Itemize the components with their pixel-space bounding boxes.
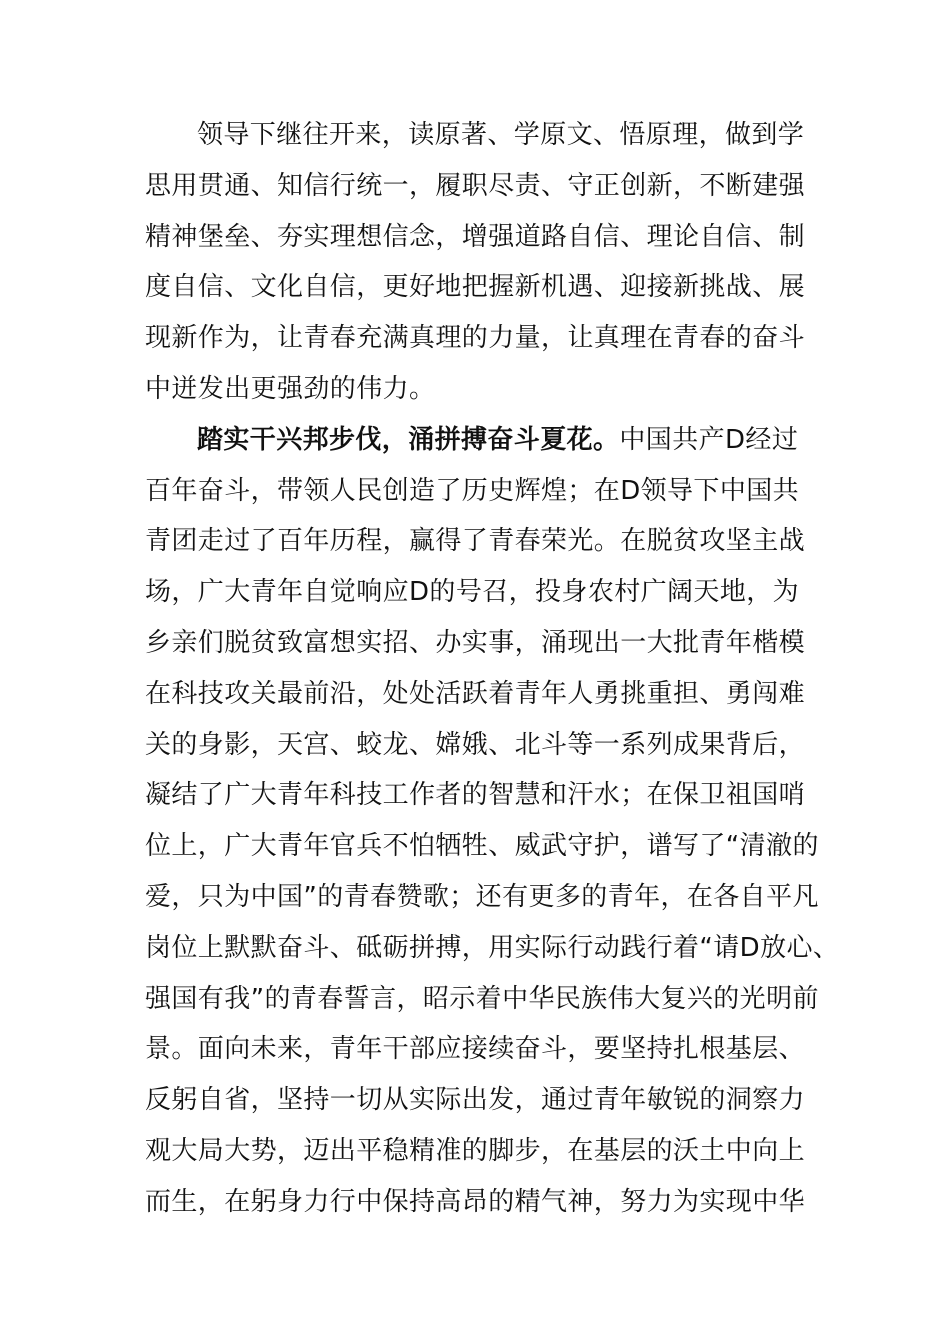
text-line: 思用贯通、知信行统一，履职尽责、守正创新，不断建强	[145, 170, 806, 201]
text-line: 爱，只为中国”的青春赞歌；还有更多的青年，在各自平凡	[145, 881, 819, 912]
text-line: 关的身影，天宫、蛟龙、嫦娥、北斗等一系列成果背后，	[145, 729, 806, 760]
text-line: 中迸发出更强劲的伟力。	[145, 373, 436, 404]
text-line: 度自信、文化自信，更好地把握新机遇、迎接新挑战、展	[145, 272, 806, 303]
text-line: 百年奋斗，带领人民创造了历史辉煌；在D领导下中国共	[145, 475, 800, 506]
text-line: 精神堡垒、夯实理想信念，增强道路自信、理论自信、制	[145, 221, 806, 252]
text-line: 现新作为，让青春充满真理的力量，让真理在青春的奋斗	[145, 323, 806, 354]
text-line: 景。面向未来，青年干部应接续奋斗，要坚持扎根基层、	[145, 1034, 806, 1065]
text-line: 乡亲们脱贫致富想实招、办实事，涌现出一大批青年楷模	[145, 627, 806, 658]
text-line: 观大局大势，迈出平稳精准的脚步，在基层的沃土中向上	[145, 1135, 806, 1166]
document-body	[145, 110, 840, 1228]
paragraph-heading: 踏实干兴邦步伐，涌拼搏奋斗夏花。	[197, 424, 620, 455]
paragraph-first-line	[145, 415, 825, 466]
text-line: 岗位上默默奋斗、砥砺拼搏，用实际行动践行着“请D放心、	[145, 932, 840, 963]
text-line: 青团走过了百年历程，赢得了青春荣光。在脱贫攻坚主战	[145, 526, 806, 557]
paragraph-1	[145, 110, 825, 415]
text-line: 领导下继往开来，读原著、学原文、悟原理，做到学	[197, 120, 805, 150]
text-line: 场，广大青年自觉响应D的号召，投身农村广阔天地，为	[145, 577, 800, 608]
text-line: 强国有我”的青春誓言，昭示着中华民族伟大复兴的光明前	[145, 983, 819, 1014]
text-line: 在科技攻关最前沿，处处活跃着青年人勇挑重担、勇闯难	[145, 678, 806, 709]
paragraph-2	[145, 415, 840, 1228]
text-line: 反躬自省，坚持一切从实际出发，通过青年敏锐的洞察力	[145, 1085, 806, 1116]
text-line-rest: 中国共产D经过	[619, 424, 799, 455]
text-line: 凝结了广大青年科技工作者的智慧和汗水；在保卫祖国哨	[145, 780, 806, 811]
text-line: 位上，广大青年官兵不怕牺牲、威武守护，谱写了“清澈的	[145, 831, 819, 862]
text-line: 而生，在躬身力行中保持高昂的精气神，努力为实现中华	[145, 1186, 806, 1217]
